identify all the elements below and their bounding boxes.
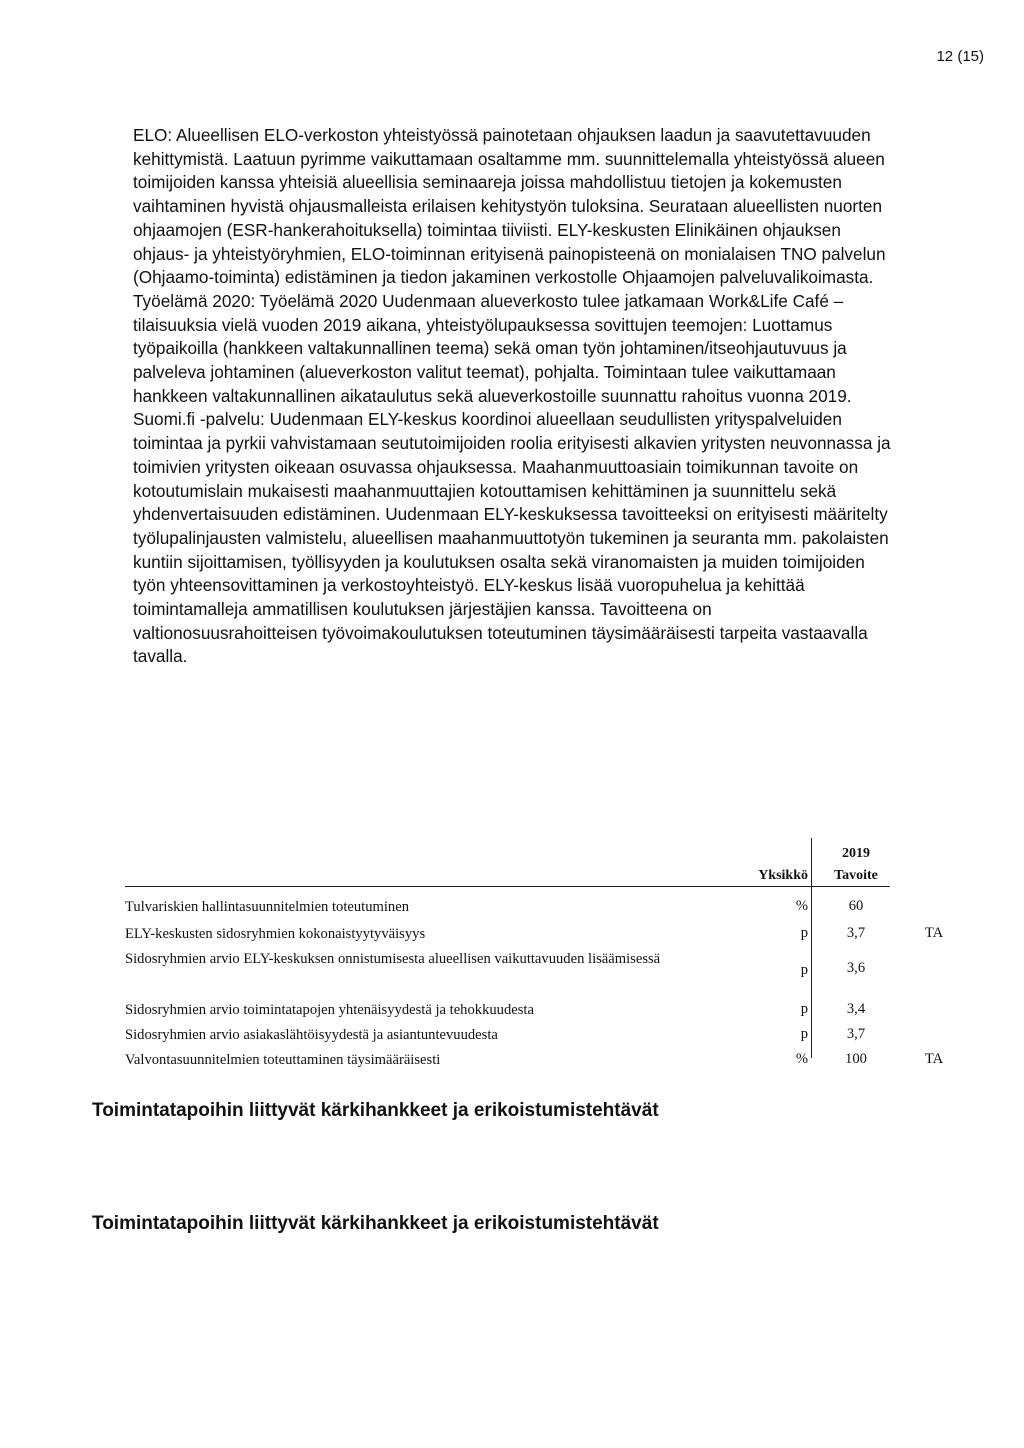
table-header-unit: Yksikkö [758, 868, 808, 883]
row-value: 3,6 [846, 960, 866, 976]
row-unit: % [795, 1051, 808, 1067]
row-value: 100 [845, 1051, 867, 1067]
row-value: 3,7 [846, 1026, 866, 1042]
row-label: Tulvariskien hallintasuunnitelmien toteutuminen [125, 899, 410, 915]
row-label: Valvontasuunnitelmien toteuttaminen täysimääräisesti [125, 1052, 441, 1068]
row-label: ELY-keskusten sidosryhmien kokonaistyytyväisyys [125, 926, 426, 942]
row-note: TA [924, 925, 944, 941]
row-unit: p [800, 1026, 808, 1042]
row-unit: p [800, 1001, 808, 1017]
indicator-table [0, 838, 1024, 1078]
body-paragraph: ELO: Alueellisen ELO-verkoston yhteistyössä painotetaan ohjauksen laadun ja saavutettavuuden kehittymistä. Laatuun pyrimme vaikuttamaan osaltamme mm. suunnittelemalla yhteistyössä alueen toimijoiden kanssa yhteisiä alueellisia seminaareja joissa mahdollistuu tietojen ja kokemusten vaihtaminen hyvistä ohjausmalleista erilaisen kehitystyön tuloksina. Seurataan alueellisten nuorten ohjaamojen (ESR-hankerahoituksella) toimintaa tiiviisti. ELY-keskusten Elinikäinen ohjauksen ohjaus- ja yhteistyöryhmien, ELO-toiminnan erityisenä painopisteenä on monialaisen TNO palvelun (Ohjaamo-toiminta) edistäminen ja tiedon jakaminen verkostolle Ohjaamojen palveluvalikoimasta. Työelämä 2020: Työelämä 2020 Uudenmaan alueverkosto tulee jatkamaan Work&Life Café –tilaisuuksia vielä vuoden 2019 aikana, yhteistyölupauksessa sovittujen teemojen: Luottamus työpaikoilla (hankkeen valtakunnallinen teema) sekä oman työn johtaminen/itseohjautuvuus ja palveleva johtaminen (alueverkoston valitut teemat), pohjalta. Toimintaan tulee vaikuttamaan hankkeen valtakunnallinen aikataulutus sekä alueverkostoille suunnattu rahoitus vuonna 2019. Suomi.fi -palvelu: Uudenmaan ELY-keskus koordinoi alueellaan seudullisten yrityspalveluiden toimintaa ja pyrkii vahvistamaan seututoimijoiden roolia erityisesti alkavien yritysten neuvonnassa ja toimivien yritysten oikeaan osuvassa ohjauksessa. Maahanmuuttoasiain toimikunnan tavoite on kotoutumislain mukaisesti maahanmuuttajien kotouttamisen kehittäminen ja suunnittelu sekä yhdenvertaisuuden edistäminen. Uudenmaan ELY-keskuksessa tavoitteeksi on erityisesti määritelty työlupalinjausten valmistelu, alueellisen maahanmuuttotyön tukeminen ja seuranta mm. pakolaisten kuntiin sijoittamisen, työllisyyden ja koulutuksen osalta sekä viranomaisten ja muiden toimijoiden työn yhteensovittaminen ja verkostoyhteistyö. ELY-keskus lisää vuoropuhelua ja kehittää toimintamalleja ammatillisen koulutuksen järjestäjien kanssa. Tavoitteena on valtionosuusrahoitteisen työvoimakoulutuksen toteutuminen täysimääräisesti tarpeita vastaavalla tavalla. [133, 125, 891, 667]
row-label: Sidosryhmien arvio ELY-keskuksen onnistumisesta alueellisen vaikuttavuuden lisäämisessä [125, 951, 661, 967]
table-header-target: Tavoite [834, 868, 878, 883]
page-number: 12 (15) [936, 48, 984, 65]
row-label: Sidosryhmien arvio toimintatapojen yhtenäisyydestä ja tehokkuudesta [125, 1002, 534, 1018]
section-heading: Toimintatapoihin liittyvät kärkihankkeet ja erikoistumistehtävät [92, 1100, 659, 1121]
row-note: TA [924, 1051, 944, 1067]
table-header-rule [125, 886, 890, 887]
table-header-year: 2019 [842, 846, 870, 861]
row-unit: % [795, 898, 808, 914]
row-unit: p [800, 962, 808, 978]
row-value: 3,4 [846, 1001, 866, 1017]
section-heading: Toimintatapoihin liittyvät kärkihankkeet ja erikoistumistehtävät [92, 1213, 659, 1234]
row-label: Sidosryhmien arvio asiakaslähtöisyydestä ja asiantuntevuudesta [125, 1027, 498, 1043]
row-unit: p [800, 925, 808, 941]
row-value: 3,7 [846, 925, 866, 941]
row-value: 60 [848, 898, 864, 914]
